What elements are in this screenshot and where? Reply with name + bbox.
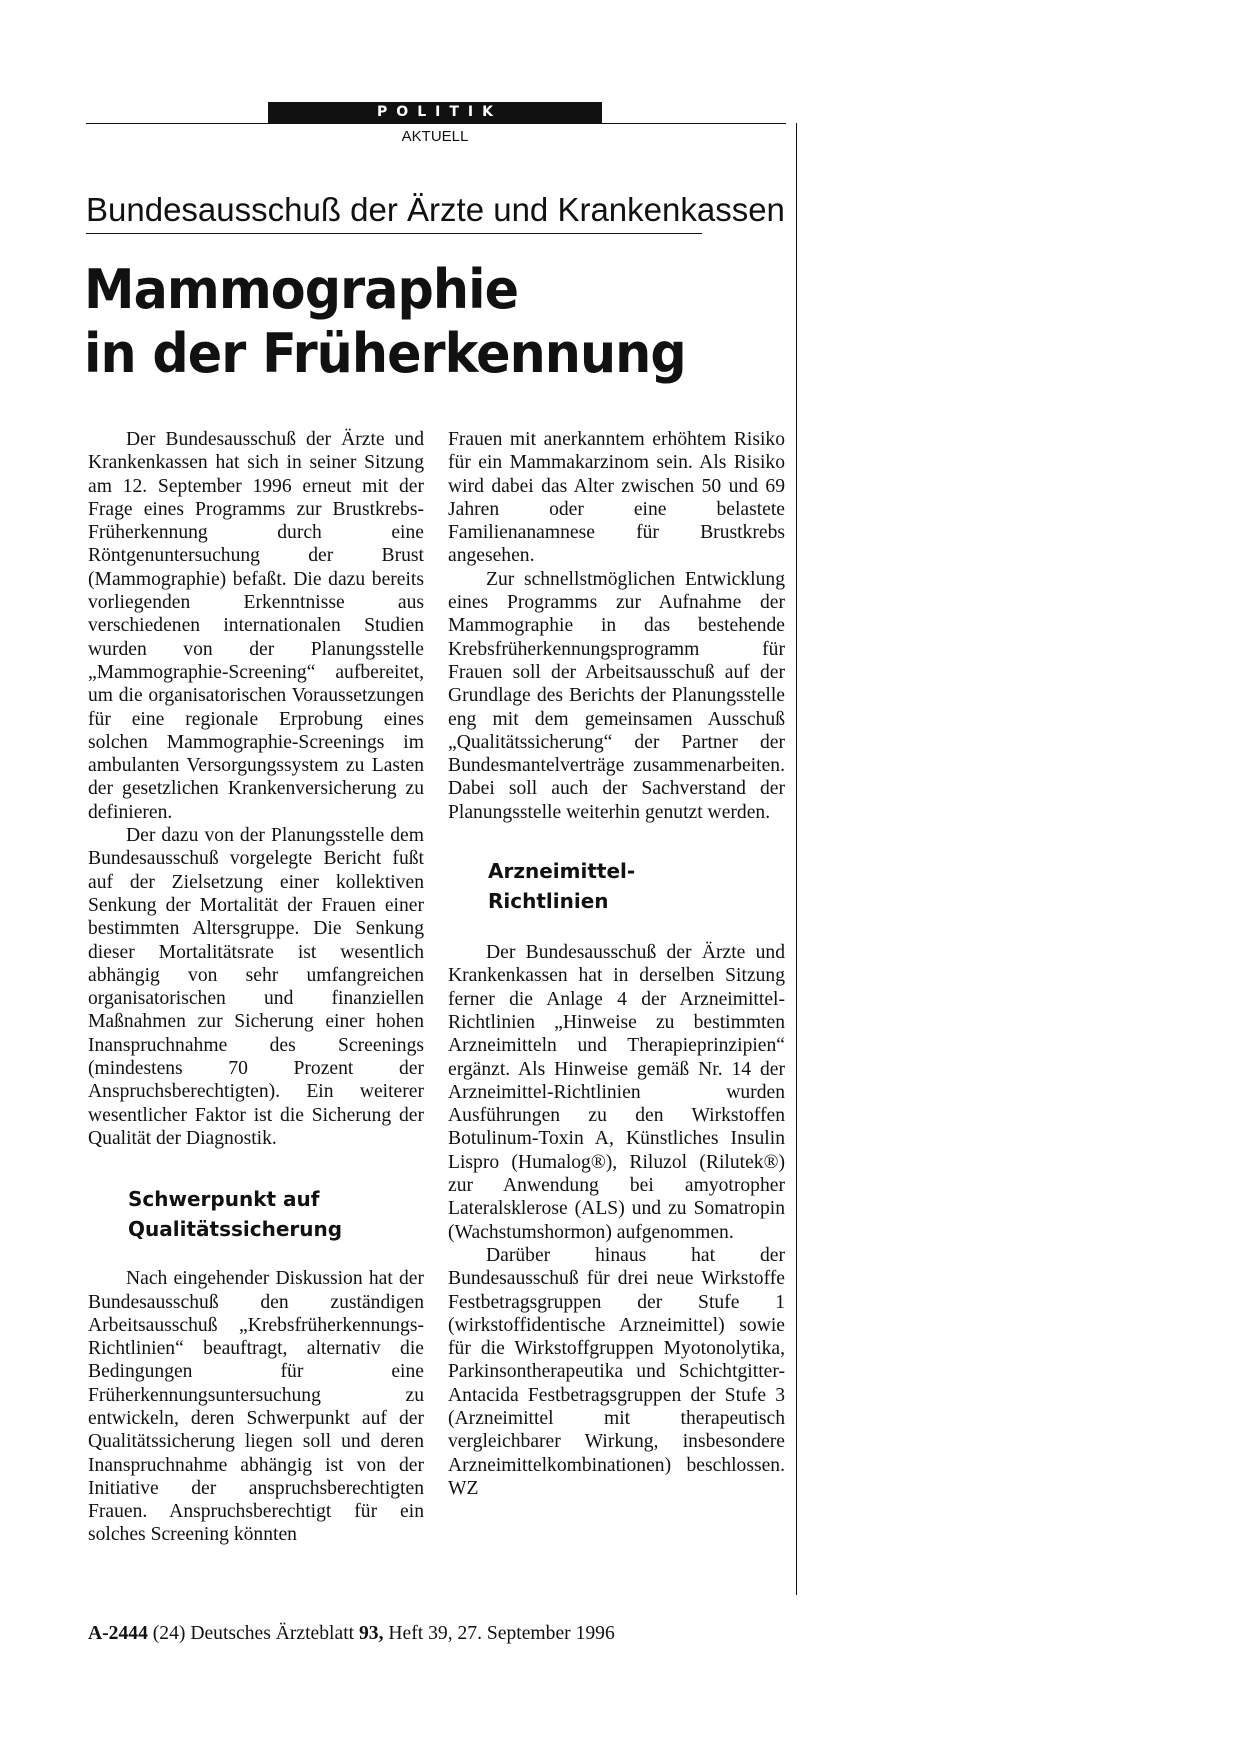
subheading-line: Arzneimittel-: [488, 859, 636, 884]
section-subrubric: AKTUELL: [401, 128, 469, 145]
column-rule: [796, 123, 797, 1595]
page-code: A-2444: [88, 1623, 148, 1644]
subheading-line: Richtlinien: [488, 889, 609, 914]
section-rubric: POLITIK: [268, 102, 602, 123]
paragraph: Der Bundesausschuß der Ärzte und Krankenkassen hat sich in seiner Sitzung am 12. September 1996 erneut mit der Frage eines Programms zur Brustkrebs-Früherkennung durch eine Röntgenuntersuchung der Brust (Mammographie) befaßt. Die dazu bereits vorliegenden Erkenntnisse aus verschiedenen internationalen Studien wurden von der Planungsstelle „Mammographie-Screening“ aufbereitet, um die organisatorischen Voraussetzungen für eine regionale Erprobung eines solchen Mammographie-Screenings im ambulanten Versorgungssystem zu Lasten der gesetzlichen Krankenversicherung zu definieren.: [88, 429, 424, 823]
left-column: [88, 428, 424, 1547]
paragraph: Der dazu von der Planungsstelle dem Bundesausschuß vorgelegte Bericht fußt auf der Zielsetzung einer kollektiven Senkung der Mortalität der Frauen einer bestimmten Altersgruppe. Die Senkung dieser Mortalitätsrate ist wesentlich abhängig von sehr umfangreichen organisatorischen und finanziellen Maßnahmen zur Sicherung einer hohen Inanspruchnahme des Screenings (mindestens 70 Prozent der Anspruchsberechtigten). Ein weiterer wesentlicher Faktor ist die Sicherung der Qualität der Diagnostik.: [88, 825, 424, 1149]
right-column: [448, 428, 785, 1500]
paragraph: Frauen mit anerkanntem erhöhtem Risiko für ein Mammakarzinom sein. Als Risiko wird dabei das Alter zwischen 50 und 69 Jahren oder eine belastete Familienanamnese für Brustkrebs angesehen.: [448, 429, 785, 567]
paragraph: Nach eingehender Diskussion hat der Bundesausschuß den zuständigen Arbeitsausschuß „Krebsfrüherkennungs-Richtlinien“ beauftragt, alternativ die Bedingungen für eine Früherkennungsuntersuchung zu entwickeln, deren Schwerpunkt auf der Qualitätssicherung liegen soll und deren Inanspruchnahme abhängig ist von der Initiative der anspruchsberechtigten Frauen. Anspruchsberechtigt für ein solches Screening könnten: [88, 1268, 424, 1546]
paragraph: Zur schnellstmöglichen Entwicklung eines Programms zur Aufnahme der Mammographie in das bestehende Krebsfrüherkennungsprogramm für Frauen soll der Arbeitsausschuß auf der Grundlage des Berichts der Planungsstelle eng mit dem gemeinsamen Ausschuß „Qualitätssicherung“ der Partner der Bundesmantelverträge zusammenarbeiten. Dabei soll auch der Sachverstand der Planungsstelle weiterhin genutzt werden.: [448, 568, 785, 823]
subheading-drug-guidelines: [448, 856, 785, 916]
subheading-quality: [88, 1184, 424, 1244]
subheading-line: Qualitätssicherung: [128, 1217, 343, 1242]
footer-volume: 93,: [358, 1623, 384, 1644]
headline-line-2: in der Früherkennung: [84, 322, 686, 385]
headline-line-1: Mammographie: [84, 258, 519, 321]
footer-issue: Heft 39, 27. September 1996: [383, 1623, 615, 1644]
paragraph: Der Bundesausschuß der Ärzte und Krankenkassen hat in derselben Sitzung ferner die Anlage 4 der Arzneimittel-Richtlinien „Hinweise zu bestimmten Arzneimitteln und Therapieprinzipien“ ergänzt. Als Hinweise gemäß Nr. 14 der Arzneimittel-Richtlinien wurden Ausführungen zu den Wirkstoffen Botulinum-Toxin A, Künstliches Insulin Lispro (Humalog®), Riluzol (Rilutek®) zur Anwendung bei amyotropher Lateralsklerose (ALS) und zu Somatropin (Wachstumshormon) aufgenommen.: [448, 942, 785, 1243]
article-kicker: Bundesausschuß der Ärzte und Krankenkassen: [86, 191, 785, 228]
page-footer: [88, 1623, 615, 1645]
kicker-rule: [86, 233, 702, 234]
paragraph: Darüber hinaus hat der Bundesausschuß für drei neue Wirkstoffe Festbetragsgruppen der Stufe 1 (wirkstoffidentische Arzneimittel) sowie für die Wirkstoffgruppen Myotonolytika, Parkinsontherapeutika und Schichtgitter-Antacida Festbetragsgruppen der Stufe 3 (Arzneimittel mit therapeutisch vergleichbarer Wirkung, insbesondere Arzneimittelkombinationen) beschlossen. WZ: [448, 1244, 785, 1499]
header-rule: [86, 123, 786, 124]
footer-citation: (24) Deutsches Ärzteblatt: [147, 1623, 359, 1644]
subheading-line: Schwerpunkt auf: [128, 1187, 320, 1212]
article-headline: [84, 258, 742, 386]
